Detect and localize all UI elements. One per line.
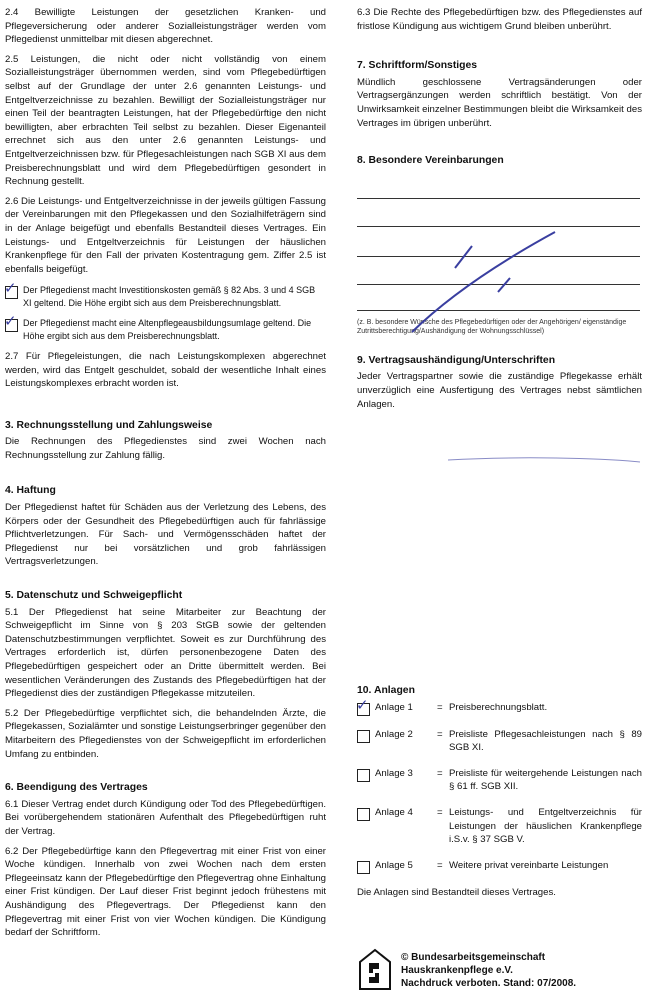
left-column bbox=[5, 6, 326, 946]
publisher-block bbox=[401, 951, 576, 990]
anlage-label: Anlage 2 bbox=[375, 728, 413, 740]
paragraph-9: Jeder Vertragspartner sowie die zuständige Pflegekasse erhält unverzüglich eine Ausfertigung des Vertrages nebst sämtlichen Anlagen. bbox=[357, 371, 642, 410]
bag-logo-icon bbox=[355, 947, 395, 995]
anlage-equals: = bbox=[437, 806, 443, 818]
publisher-line-2: Hauskrankenpflege e.V. bbox=[401, 965, 513, 976]
checkbox-checked-icon[interactable] bbox=[357, 703, 370, 716]
anlagen-footer: Die Anlagen sind Bestandteil dieses Vertrages. bbox=[357, 886, 556, 898]
checkbox-checked-icon[interactable] bbox=[5, 319, 18, 332]
paragraph-2-5: 2.5 Leistungen, die nicht oder nicht vollständig von einem Sozialleistungsträger übernommen werden, sind vom Pflegebedürftigen selbst auf der Grundlage der unter 2.6 genannten Leistungs- und Entgeltverzeichnisse zu bezahlen. Bewilligt der Sozialleistungsträger nur einen Teil der beantragten Leistungen, hat der Pflegebedürftige den nicht bewilligten, aber erbrachten Teil selbst zu bezahlen. Dieser Eigenanteil errechnet sich aus den unter 2.6 genannten Leistungs- und Entgeltverzeichnissen bzw. für Pflegesachleistungen nach SGB XI aus dem Preisberechnungsblatt und wird dem Pflegebedürftigen gesondert in Rechnung gestellt. bbox=[5, 53, 326, 188]
special-agreements-lines[interactable] bbox=[357, 172, 642, 302]
heading-section-10: 10. Anlagen bbox=[357, 685, 415, 696]
heading-section-6: 6. Beendigung des Vertrages bbox=[5, 782, 148, 794]
anlage-label: Anlage 3 bbox=[375, 767, 413, 779]
paragraph-2-6: 2.6 Die Leistungs- und Entgeltverzeichnisse in der jeweils gültigen Fassung der Vereinbarungen mit den Pflegekassen und den Sozialhilfeträgern sind in der Anlage beigefügt und ebenfalls Bestandteil dieses Vertrages. Ein Leistungs- und Entgeltverzeichnis für Leistungen der häuslichen Krankenpflege für den Fall der privaten Kostentragung gem. Ziffer 2.5 ist ebenfalls beigefügt. bbox=[5, 195, 326, 275]
heading-section-5: 5. Datenschutz und Schweigepflicht bbox=[5, 590, 183, 602]
paragraph-3: Die Rechnungen des Pflegedienstes sind zwei Wochen nach Rechnungsstellung zur Zahlung fällig. bbox=[5, 436, 326, 461]
heading-section-9: 9. Vertragsaushändigung/Unterschriften bbox=[357, 354, 556, 366]
paragraph-5-1: 5.1 Der Pflegedienst hat seine Mitarbeiter zur Beachtung der Schweigepflicht im Sinne von § 203 StGB sowie der geltenden Datenschutzbestimmungen verpflichtet. Soweit es zur Durchführung des Vertrages erforderlich ist, dürfen personenbezogene Daten des Pflegebedürftigen gespeichert oder an Dritte übermittelt werden. Bei wesentlichen Veränderungen des Zustands des Pflegebedürftigen hat der Pflegedienst dies der zuständigen Pflegekasse mitzuteilen. bbox=[5, 606, 326, 700]
right-column bbox=[357, 6, 642, 898]
checkbox-ausbildungsumlage[interactable] bbox=[5, 317, 326, 342]
paragraph-6-3: 6.3 Die Rechte des Pflegebedürftigen bzw. des Pflegedienstes auf fristlose Kündigung aus wichtigem Grund bleiben unberührt. bbox=[357, 7, 642, 32]
anlage-row[interactable] bbox=[357, 728, 642, 755]
anlagen-list bbox=[357, 701, 642, 874]
paragraph-4: Der Pflegedienst haftet für Schäden aus der Verletzung des Lebens, des Körpers oder der Gesundheit des Pflegebedürftigen auch für fahrlässige Pflichtverletzungen. Für Sach- und Vermögensschäden haftet der Pflegedienst nur bei vorsätzlichen und grob fahrlässigen Vertragsverletzungen. bbox=[5, 502, 326, 568]
heading-section-7: 7. Schriftform/Sonstiges bbox=[357, 60, 478, 72]
anlage-equals: = bbox=[437, 859, 443, 871]
checkbox-icon[interactable] bbox=[357, 808, 370, 821]
checkbox-icon[interactable] bbox=[357, 861, 370, 874]
special-agreements-note: (z. B. besondere Wünsche des Pflegebedürftigen oder der Angehörigen/ eigenständige Zutrittsberechtigung/Aushändigung der Wohnungsschlüssel) bbox=[357, 318, 627, 335]
anlage-label: Anlage 1 bbox=[375, 701, 413, 713]
anlage-row[interactable] bbox=[357, 806, 642, 847]
anlage-label: Anlage 4 bbox=[375, 806, 413, 818]
writing-line bbox=[357, 198, 640, 199]
anlagen-section bbox=[357, 684, 642, 905]
writing-line bbox=[357, 310, 640, 311]
anlage-description: Leistungs- und Entgeltverzeichnis für Leistungen der häuslichen Krankenpflege i.S.v. § 37 SGB V. bbox=[449, 806, 642, 846]
paragraph-7: Mündlich geschlossene Vertragsänderungen oder Vertragsergänzungen werden schriftlich bestätigt. Von der Unwirksamkeit einzelner Bestimmungen bleibt die Wirksamkeit des Vertrages im übrigen unberührt. bbox=[357, 76, 642, 129]
heading-section-8: 8. Besondere Vereinbarungen bbox=[357, 155, 504, 167]
checkbox-label: Der Pflegedienst macht Investitionskosten gemäß § 82 Abs. 3 und 4 SGB XI geltend. Die Höhe ergibt sich aus dem Preisberechnungsblatt. bbox=[23, 285, 316, 308]
anlage-row[interactable] bbox=[357, 701, 642, 716]
paragraph-2-4: 2.4 Bewilligte Leistungen der gesetzlichen Kranken- und Pflegeversicherung oder anderer Sozialleistungsträger werden vom Pflegedienst unmittelbar mit diesen abgerechnet. bbox=[5, 7, 326, 46]
checkbox-icon[interactable] bbox=[357, 730, 370, 743]
anlage-equals: = bbox=[437, 728, 443, 740]
writing-line bbox=[357, 256, 640, 257]
heading-section-4: 4. Haftung bbox=[5, 485, 56, 497]
publisher-line-3: Nachdruck verboten. Stand: 07/2008. bbox=[401, 978, 577, 989]
checkbox-checked-icon[interactable] bbox=[5, 286, 18, 299]
anlage-description: Preisberechnungsblatt. bbox=[449, 701, 548, 713]
heading-section-3: 3. Rechnungsstellung und Zahlungsweise bbox=[5, 419, 213, 431]
anlage-description: Preisliste Pflegesachleistungen nach § 89 SGB XI. bbox=[449, 728, 642, 754]
anlage-row[interactable] bbox=[357, 859, 642, 874]
anlage-equals: = bbox=[437, 767, 443, 779]
anlage-label: Anlage 5 bbox=[375, 859, 413, 871]
checkbox-investitionskosten[interactable] bbox=[5, 284, 326, 309]
anlage-description: Weitere privat vereinbarte Leistungen bbox=[449, 859, 609, 871]
paragraph-6-1: 6.1 Dieser Vertrag endet durch Kündigung oder Tod des Pflegebedürftigen. Bei vorübergehendem stationären Aufenthalt des Pflegebedürftigen ruht der Vertrag. bbox=[5, 798, 326, 837]
checkbox-icon[interactable] bbox=[357, 769, 370, 782]
paragraph-2-7: 2.7 Für Pflegeleistungen, die nach Leistungskomplexen abgerechnet werden, wird das Entgelt geschuldet, sobald der wesentliche Inhalt eines Leistungskomplexes erbracht worden ist. bbox=[5, 350, 326, 390]
publisher-line-1: © Bundesarbeitsgemeinschaft bbox=[401, 952, 546, 963]
paragraph-6-2: 6.2 Der Pflegebedürftige kann den Pflegevertrag mit einer Frist von einer Woche kündigen. Innerhalb von zwei Wochen nach dem ersten Pflegeeinsatz kann der Pflegebedürftige den Pflegevertrag ohne Einhaltung einer Frist kündigen. Der Lauf dieser Frist beginnt jedoch frühestens mit Aushändigung des Pflegevertrags. Der Pflegedienst kann den Pflegevertrag mit einer Frist von vier Wochen kündigen. Die Kündigung bedarf der Schriftform. bbox=[5, 845, 326, 939]
writing-line bbox=[357, 226, 640, 227]
paragraph-5-2: 5.2 Der Pflegebedürftige verpflichtet sich, die behandelnden Ärzte, die Pflegekassen, Sozialämter und sonstige Leistungserbringer gegenüber den Mitarbeitern des Pflegedienstes von der Schweigepflicht im erforderlichen Umfang zu entbinden. bbox=[5, 707, 326, 760]
checkbox-label: Der Pflegedienst macht eine Altenpflegeausbildungsumlage geltend. Die Höhe ergibt sich aus dem Preisberechnungsblatt. bbox=[23, 318, 312, 341]
anlage-row[interactable] bbox=[357, 767, 642, 794]
anlage-equals: = bbox=[437, 701, 443, 713]
writing-line bbox=[357, 284, 640, 285]
anlage-description: Preisliste für weitergehende Leistungen nach § 61 ff. SGB XII. bbox=[449, 767, 642, 793]
